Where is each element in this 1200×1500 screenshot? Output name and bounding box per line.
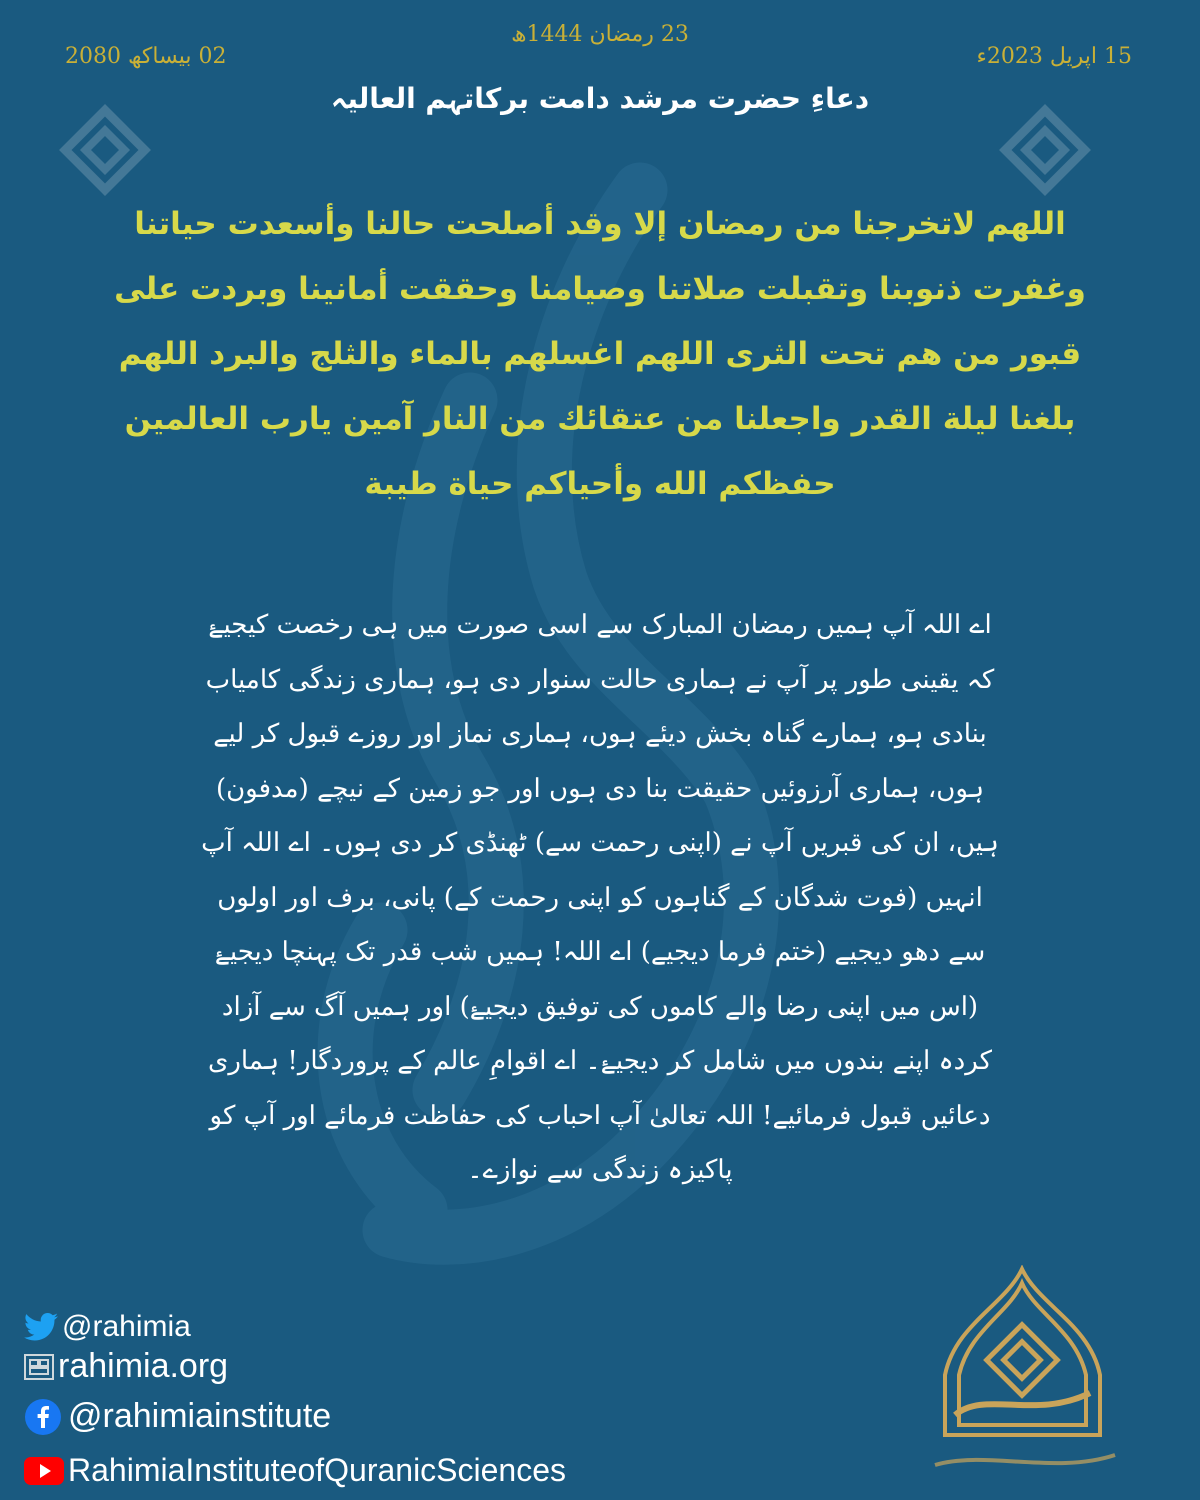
hijri-date: 23 رمضان 1444ھ — [511, 22, 689, 47]
youtube-channel: RahimiaInstituteofQuranicSciences — [68, 1452, 567, 1488]
youtube-icon — [24, 1457, 64, 1485]
youtube-link[interactable] — [24, 1452, 566, 1489]
facebook-handle: @rahimiainstitute — [68, 1397, 332, 1435]
dua-urdu-translation: اے اللہ آپ ہمیں رمضان المبارک سے اسی صورت میں ہی رخصت کیجیۓ کہ یقینی طور پر آپ نے ہماری حالت سنوار دی ہو، ہماری زندگی کامیاب بنادی ہو، ہمارے گناہ بخش دیئے ہوں، ہماری نماز اور روزے قبول کر لیے ہوں، ہماری آرزوئیں حقیقت بنا دی ہوں اور جو زمین کے نیچے (مدفون) ہیں، ان کی قبریں آپ نے (اپنی رحمت سے) ٹھنڈی کر دی ہوں۔ اے اللہ آپ انہیں (فوت شدگان کے گناہوں کو اپنی رحمت کے) پانی، برف اور اولوں سے دھو دیجیے (ختم فرما دیجیے) اے اللہ! ہمیں شب قدر تک پہنچا دیجیۓ (اس میں اپنی رضا والے کاموں کی توفیق دیجیۓ) اور ہمیں آگ سے آزاد کردہ اپنے بندوں میں شامل کر دیجیۓ۔ اے اقوامِ عالم کے پروردگار! ہماری دعائیں قبول فرمائیے! اللہ تعالیٰ آپ احباب کی حفاظت فرمائے اور آپ کو پاکیزہ زندگی سے نوازے۔ — [201, 610, 999, 1185]
website-url: rahimia.org — [58, 1347, 229, 1385]
institute-logo — [915, 1265, 1130, 1485]
facebook-link[interactable] — [24, 1397, 331, 1436]
page-title: دعاءِ حضرت مرشد دامت برکاتہم العالیہ — [330, 82, 870, 115]
twitter-handle: @rahimia — [62, 1310, 191, 1343]
dua-arabic-text: اللهم لاتخرجنا من رمضان إلا وقد أصلحت حالنا وأسعدت حياتنا وغفرت ذنوبنا وتقبلت صلاتنا وصيامنا وحققت أمانينا وبردت على قبور من هم تحت الثرى اللهم اغسلهم بالماء والثلج والبرد اللهم بلغنا ليلة القدر واجعلنا من عتقائك من النار آمين يارب العالمين حفظكم الله وأحياكم حياة طيبة — [114, 206, 1086, 502]
twitter-link[interactable] — [24, 1310, 191, 1344]
gregorian-date: 15 اپریل 2023ء — [976, 44, 1132, 69]
bikrami-date: 02 بیساکھ 2080 — [65, 44, 227, 69]
website-link[interactable] — [24, 1347, 228, 1386]
facebook-icon — [24, 1398, 62, 1436]
twitter-icon — [24, 1312, 58, 1342]
website-icon — [24, 1354, 54, 1380]
